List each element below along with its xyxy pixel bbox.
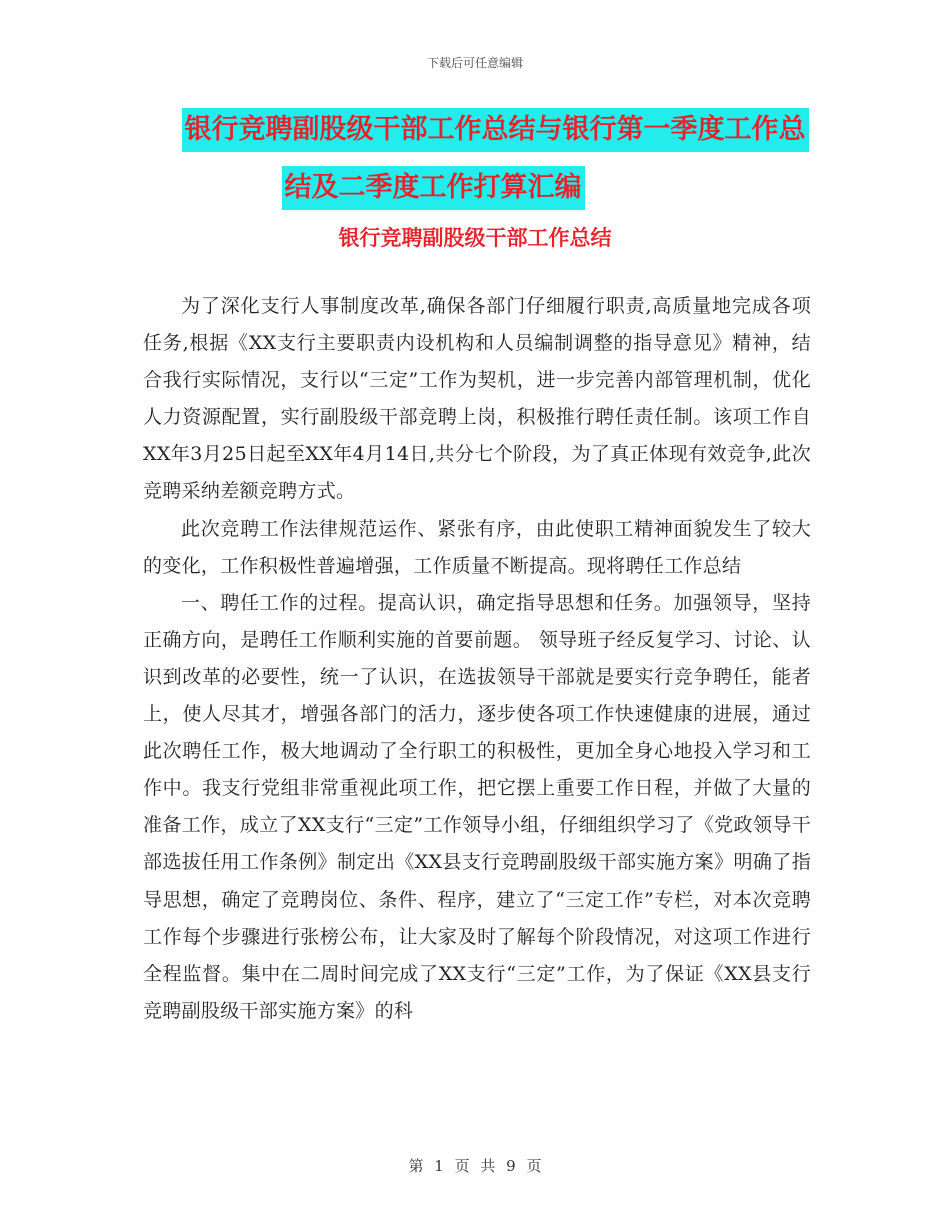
- title-line-2: 结及二季度工作打算汇编: [282, 166, 585, 210]
- paragraph: 一、聘任工作的过程。提高认识，确定指导思想和任务。加强领导，坚持正确方向，是聘任工作顺利实施的首要前题。 领导班子经反复学习、讨论、认识到改革的必要性，统一了认识，在选拔领导干部就是要实行竞争聘任，能者上，使人尽其才，增强各部门的活力，逐步使各项工作快速健康的进展，通过此次聘任工作，极大地调动了全行职工的积极性，更加全身心地投入学习和工作中。我支行党组非常重视此项工作，把它摆上重要工作日程，并做了大量的准备工作，成立了XX支行“三定”工作领导小组，仔细组织学习了《党政领导干部选拔任用工作条例》制定出《XX县支行竞聘副股级干部实施方案》明确了指导思想，确定了竞聘岗位、条件、程序，建立了“三定工作”专栏，对本次竞聘工作每个步骤进行张榜公布，让大家及时了解每个阶段情况，对这项工作进行全程监督。集中在二周时间完成了XX支行“三定”工作，为了保证《XX县支行竞聘副股级干部实施方案》的科: [143, 591, 811, 1022]
- document-title: [0, 108, 950, 210]
- section-heading: 银行竞聘副股级干部工作总结: [338, 225, 612, 250]
- title-line-1: 银行竞聘副股级干部工作总结与银行第一季度工作总: [182, 108, 809, 152]
- body-text: [143, 288, 811, 1030]
- header-note: 下载后可任意编辑: [426, 56, 523, 70]
- page-number: 第 1 页 共 9 页: [408, 1157, 542, 1175]
- paragraph: 此次竞聘工作法律规范运作、紧张有序，由此使职工精神面貌发生了较大的变化，工作积极性普遍增强，工作质量不断提高。现将聘任工作总结: [143, 517, 811, 577]
- paragraph: 为了深化支行人事制度改革,确保各部门仔细履行职责,高质量地完成各项任务,根据《XX支行主要职责内设机构和人员编制调整的指导意见》精神，结合我行实际情况，支行以“三定”工作为契机，进一步完善内部管理机制，优化人力资源配置，实行副股级干部竞聘上岗，积极推行聘任责任制。该项工作自XX年3月25日起至XX年4月14日,共分七个阶段，为了真正体现有效竞争,此次竞聘采纳差额竞聘方式。: [143, 295, 811, 503]
